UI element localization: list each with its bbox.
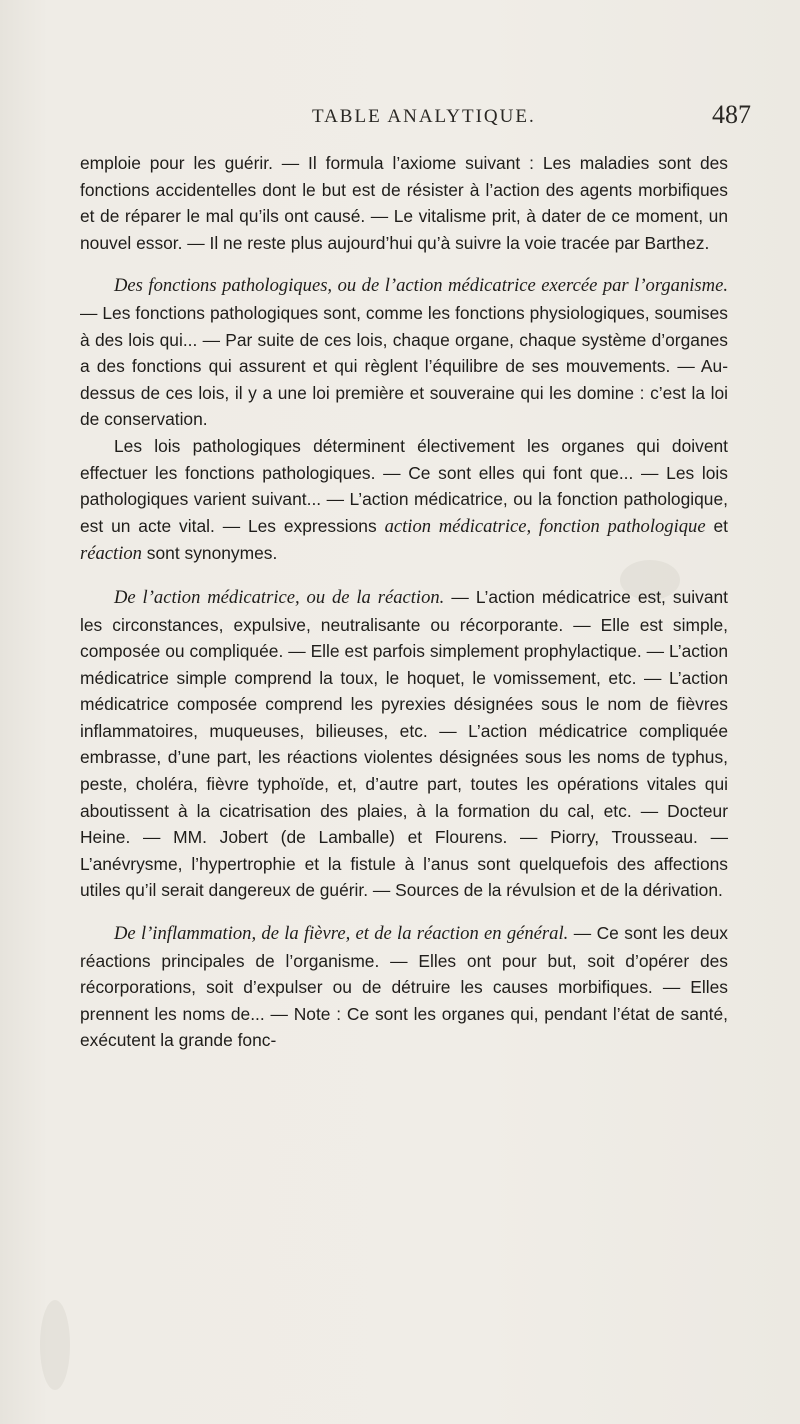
- text-run: — Les fonctions pathologiques sont, comme les fonctions physiologiques, soumises à des lois qui... — Par suite de ces lois, chaque organe, chaque système d’organes a des fonctions qui assurent et qui règlent l’équilibre de ses mouvements. — Au-dessus de ces lois, il y a une loi première et souveraine qui les domine : c’est la loi de conservation.: [80, 302, 728, 430]
- page-number: 487: [712, 100, 751, 129]
- paragraph: [80, 584, 728, 904]
- body-text: [80, 150, 728, 1054]
- paragraph: [80, 433, 728, 568]
- text-run: et: [705, 515, 728, 536]
- paragraph: [80, 272, 728, 433]
- section-heading: De l’action médicatrice, ou de la réaction.: [114, 586, 445, 608]
- section-heading: Des fonctions pathologiques, ou de l’action médicatrice exercée par l’organisme.: [114, 275, 728, 297]
- section-heading: De l’inflammation, de la fièvre, et de la réaction en général.: [114, 923, 569, 945]
- paragraph: [80, 150, 728, 256]
- italic-term: action médicatrice, fonction pathologique: [384, 515, 706, 537]
- paper-stain: [40, 1300, 70, 1390]
- running-head: TABLE ANALYTIQUE.: [312, 106, 536, 127]
- text-run: sont synonymes.: [141, 543, 278, 564]
- text-run: — Ce sont les deux réactions principales de l’organisme. — Elles ont pour but, soit d’opérer des récorporations, soit d’expulser ou de détruire les causes morbifiques. — Elles prennent les noms de... — Note : Ce sont les organes qui, pendant l’état de santé, exécutent la grande fonc-: [80, 923, 728, 1051]
- text-run: — L’action médicatrice est, suivant les circonstances, expulsive, neutralisante ou récorporante. — Elle est simple, composée ou compliquée. — Elle est parfois simplement prophylactique. — L’action médicatrice simple comprend la toux, le hoquet, le vomissement, etc. — L’action médicatrice composée comprend les pyrexies désignées sous le nom de fièvres inflammatoires, muqueuses, bilieuses, etc. — L’action médicatrice compliquée embrasse, d’une part, les réactions violentes désignées sous les noms de typhus, peste, choléra, fièvre typhoïde, et, d’autre part, toutes les opérations vitales qui aboutissent à la cicatrisation des plaies, à la formation du cal, etc. — Docteur Heine. — MM. Jobert (de Lamballe) et Flourens. — Piorry, Trousseau. — L’anévrysme, l’hypertrophie et la fistule à l’anus sont quelquefois des affections utiles qu’il serait dangereux de guérir. — Sources de la révulsion et de la dérivation.: [80, 586, 729, 901]
- text-run: emploie pour les guérir. — Il formula l’axiome suivant : Les maladies sont des fonctions accidentelles dont le but est de résister à l’action des agents morbifiques et de réparer le mal qu’ils ont causé. — Le vitalisme prit, à dater de ce moment, un nouvel essor. — Il ne reste plus aujourd’hui qu’à suivre la voie tracée par Barthez.: [80, 153, 728, 253]
- paragraph: [80, 920, 728, 1054]
- italic-term: réaction: [80, 543, 142, 565]
- page-header: [0, 100, 800, 140]
- text-run: Les lois pathologiques déterminent électivement les organes qui doivent effectuer les fonctions pathologiques. — Ce sont elles qui font que... — Les lois pathologiques varient suivant... — L’action médicatrice, ou la fonction pathologique, est un acte vital. — Les expressions: [80, 435, 728, 536]
